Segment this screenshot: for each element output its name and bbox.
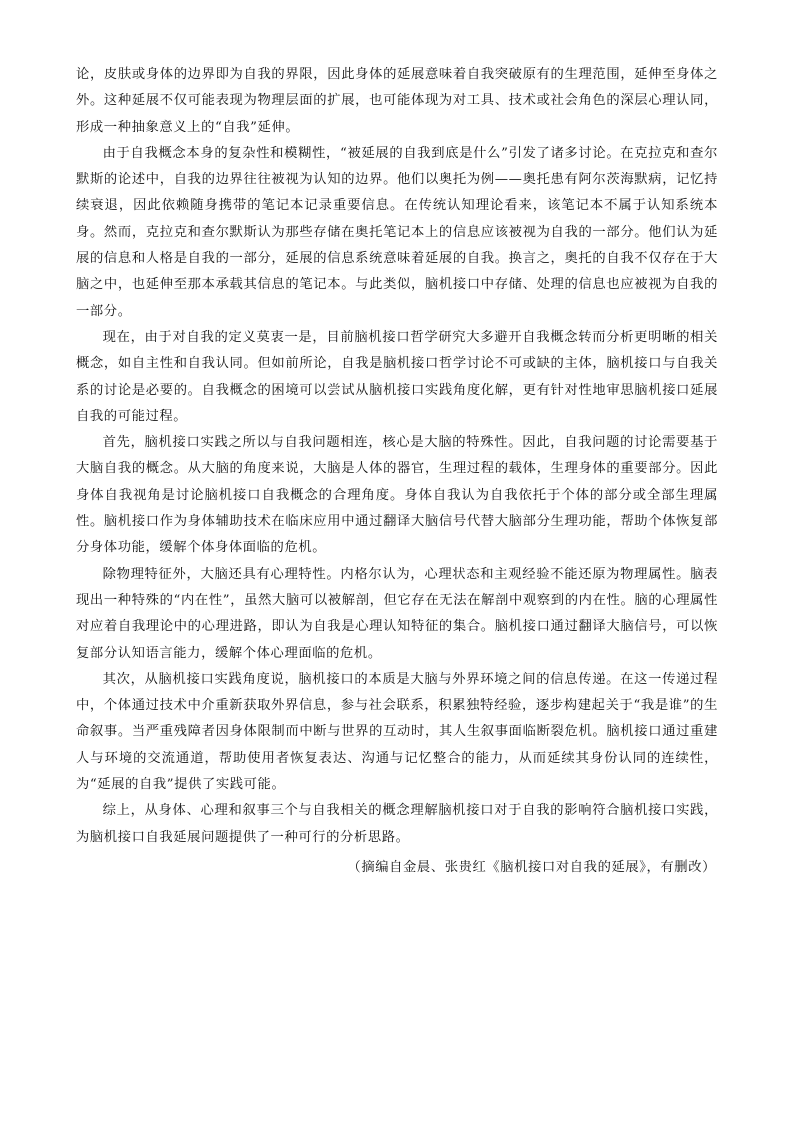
paragraph-7: 综上，从身体、心理和叙事三个与自我相关的概念理解脑机接口对于自我的影响符合脑机接口实践，为脑机接口自我延展问题提供了一种可行的分析思路。: [76, 803, 718, 845]
paragraph-5: 除物理特征外，大脑还具有心理特性。内格尔认为，心理状态和主观经验不能还原为物理属性。脑表现出一种特殊的“内在性”，虽然大脑可以被解剖，但它存在无法在解剖中观察到的内在性。脑的心理属性对应着自我理论中的心理进路，即认为自我是心理认知特征的集合。脑机接口通过翻译大脑信号，可以恢复部分认知语言能力，缓解个体心理面临的危机。: [76, 566, 718, 661]
paragraph-2: 由于自我概念本身的复杂性和模糊性，“被延展的自我到底是什么”引发了诸多讨论。在克拉克和查尔默斯的论述中，自我的边界往往被视为认知的边界。他们以奥托为例——奥托患有阿尔茨海默病，记忆持续衰退，因此依赖随身携带的笔记本记录重要信息。在传统认知理论看来，该笔记本不属于认知系统本身。然而，克拉克和查尔默斯认为那些存储在奥托笔记本上的信息应该被视为自我的一部分。他们认为延展的信息和人格是自我的一部分，延展的信息系统意味着延展的自我。换言之，奥托的自我不仅存在于大脑之中，也延伸至那本承载其信息的笔记本。与此类似，脑机接口中存储、处理的信息也应被视为自我的一部分。: [76, 145, 718, 319]
source-citation: （摘编自金晨、张贵红《脑机接口对自我的延展》，有删改）: [347, 859, 716, 875]
paragraph-3: 现在，由于对自我的定义莫衷一是，目前脑机接口哲学研究大多避开自我概念转而分析更明晰的相关概念，如自主性和自我认同。但如前所论，自我是脑机接口哲学讨论不可或缺的主体，脑机接口与自我关系的讨论是必要的。自我概念的困境可以尝试从脑机接口实践角度化解，更有针对性地审思脑机接口延展自我的可能过程。: [76, 329, 718, 424]
paragraph-6: 其次，从脑机接口实践角度说，脑机接口的本质是大脑与外界环境之间的信息传递。在这一传递过程中，个体通过技术中介重新获取外界信息，参与社会联系，积累独特经验，逐步构建起关于“我是谁”的生命叙事。当严重残障者因身体限制而中断与世界的互动时，其人生叙事面临断裂危机。脑机接口通过重建人与环境的交流通道，帮助使用者恢复表达、沟通与记忆整合的能力，从而延续其身份认同的连续性，为“延展的自我”提供了实践可能。: [76, 671, 718, 793]
paragraph-4: 首先，脑机接口实践之所以与自我问题相连，核心是大脑的特殊性。因此，自我问题的讨论需要基于大脑自我的概念。从大脑的角度来说，大脑是人体的器官，生理过程的载体，生理身体的重要部分。因此身体自我视角是讨论脑机接口自我概念的合理角度。身体自我认为自我依托于个体的部分或全部生理属性。脑机接口作为身体辅助技术在临床应用中通过翻译大脑信号代替大脑部分生理功能，帮助个体恢复部分身体功能，缓解个体身体面临的危机。: [76, 435, 718, 556]
paragraph-1: 论，皮肤或身体的边界即为自我的界限，因此身体的延展意味着自我突破原有的生理范围，延伸至身体之外。这种延展不仅可能表现为物理层面的扩展，也可能体现为对工具、技术或社会角色的深层心理认同，形成一种抽象意义上的“自我”延伸。: [76, 67, 718, 135]
